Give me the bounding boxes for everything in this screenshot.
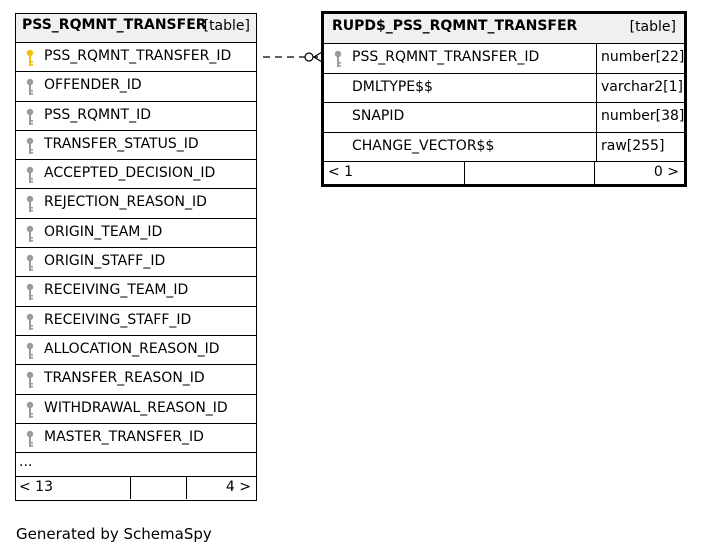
column-row[interactable] — [16, 277, 256, 306]
table-rupd-pss-rqmnt-transfer[interactable] — [321, 11, 687, 187]
column-row[interactable] — [16, 336, 256, 365]
column-row[interactable] — [324, 74, 684, 104]
key-icon — [25, 137, 35, 155]
column-name: PSS_RQMNT_TRANSFER_ID — [44, 48, 232, 64]
parents-count[interactable] — [16, 477, 131, 499]
column-name: ACCEPTED_DECISION_ID — [44, 165, 216, 182]
key-icon — [25, 283, 35, 301]
table-header[interactable] — [16, 14, 256, 43]
more-columns: ... — [19, 454, 33, 471]
column-name: PSS_RQMNT_ID — [44, 106, 151, 123]
parents-count-label: < 13 — [19, 479, 53, 496]
key-icon — [25, 166, 35, 184]
column-row[interactable] — [324, 44, 684, 74]
key-icon — [25, 401, 35, 419]
column-type: raw[255] — [596, 133, 684, 162]
column-name: DMLTYPE$$ — [352, 78, 433, 95]
key-icon — [25, 430, 35, 448]
column-name: PSS_RQMNT_TRANSFER_ID — [352, 49, 540, 65]
column-name: TRANSFER_REASON_ID — [44, 370, 205, 387]
column-row[interactable] — [16, 424, 256, 453]
column-row[interactable] — [16, 395, 256, 424]
column-name: SNAPID — [352, 108, 405, 124]
footer-middle-cell — [131, 477, 187, 499]
table-kind-label: [table] — [203, 18, 250, 34]
footer-middle-cell — [465, 162, 595, 185]
table-name: RUPD$_PSS_RQMNT_TRANSFER — [332, 18, 578, 34]
generated-by-credit: Generated by SchemaSpy — [16, 525, 212, 543]
column-row[interactable] — [16, 248, 256, 277]
table-pss-rqmnt-transfer[interactable] — [15, 13, 257, 501]
children-count[interactable] — [187, 477, 256, 499]
parents-count-label: < 1 — [328, 164, 354, 180]
table-footer — [16, 477, 256, 499]
key-icon — [25, 78, 35, 96]
parents-count[interactable] — [324, 162, 465, 185]
key-icon — [25, 313, 35, 331]
key-icon — [25, 342, 35, 360]
column-name: ALLOCATION_REASON_ID — [44, 340, 220, 357]
column-type: number[38] — [596, 103, 684, 132]
column-name: RECEIVING_STAFF_ID — [44, 311, 192, 328]
column-name: CHANGE_VECTOR$$ — [352, 137, 495, 154]
column-row[interactable] — [16, 219, 256, 248]
table-kind-label: [table] — [629, 19, 676, 35]
more-columns-row — [16, 453, 256, 477]
column-name: RECEIVING_TEAM_ID — [44, 282, 189, 299]
column-name: WITHDRAWAL_REASON_ID — [44, 399, 228, 416]
column-row[interactable] — [16, 72, 256, 101]
column-name: ORIGIN_STAFF_ID — [44, 253, 166, 270]
key-icon — [25, 225, 35, 243]
table-header[interactable] — [324, 14, 684, 44]
column-name: ORIGIN_TEAM_ID — [44, 223, 163, 240]
column-row[interactable] — [16, 160, 256, 189]
column-row[interactable] — [16, 43, 256, 72]
key-icon — [25, 108, 35, 126]
column-row[interactable] — [16, 365, 256, 394]
column-name: MASTER_TRANSFER_ID — [44, 428, 204, 445]
column-type: varchar2[1] — [596, 74, 684, 103]
children-count[interactable] — [595, 162, 684, 185]
column-name: OFFENDER_ID — [44, 77, 142, 94]
column-row[interactable] — [16, 102, 256, 131]
primary-key-icon — [25, 49, 35, 67]
column-row[interactable] — [16, 307, 256, 336]
column-row[interactable] — [324, 133, 684, 163]
key-icon — [25, 254, 35, 272]
column-row[interactable] — [324, 103, 684, 133]
column-row[interactable] — [16, 131, 256, 160]
children-count-label: 4 > — [225, 479, 251, 496]
column-type: number[22] — [596, 44, 684, 73]
column-row[interactable] — [16, 189, 256, 218]
relationship-optional-marker — [305, 53, 313, 61]
children-count-label: 0 > — [653, 164, 679, 180]
table-name: PSS_RQMNT_TRANSFER — [22, 17, 207, 33]
column-name: REJECTION_REASON_ID — [44, 194, 207, 211]
key-icon — [333, 50, 343, 68]
key-icon — [25, 195, 35, 213]
key-icon — [25, 371, 35, 389]
table-footer — [324, 162, 684, 185]
column-name: TRANSFER_STATUS_ID — [44, 135, 199, 152]
